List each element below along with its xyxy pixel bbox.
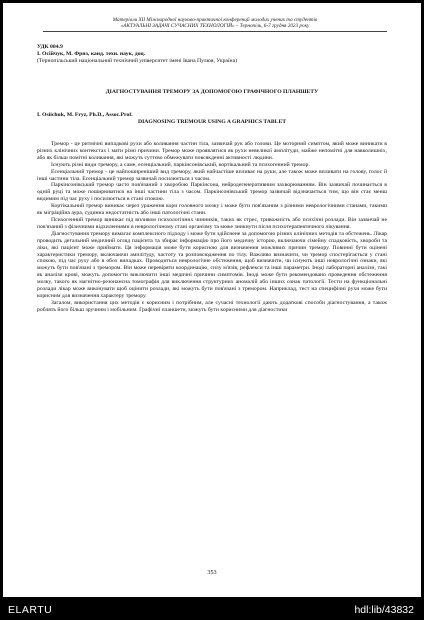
page-number: 353 [207,569,217,576]
header-line-2: «АКТУАЛЬНІ ЗАДАЧІ СУЧАСНИХ ТЕХНОЛОГІЙ» – Тернопіль, 6-7 грудня 2023 року [120,23,310,30]
handle-link[interactable]: hdl:lib/43832 [354,604,414,616]
body-paragraph: Есенціальний тремор - це найпоширеніший вид тремору, який найчастіше впливає на руки, але також може впливати на голову, голос й інші частини тіла. Есенціальний тремор зазвичай посилюється з часом. [37,168,387,182]
title-ua: ДІАГНОСТУВАННЯ ТРЕМОРУ ЗА ДОПОМОГОЮ ГРАФІЧНОГО ПЛАНШЕТУ [105,89,319,95]
header-rule [43,31,387,32]
body-paragraph: Діагностування тремору вимагає комплексного підходу і може бути здійснене за допомогою різних клінічних методів та обстежень. Лікар проводить детальний медичний огляд пацієнта та збирає інформацію про його медичну історію, включаючи сімейну спадковість, хвороби та ліки, які пацієнт може приймати. Ця інформація може бути корисною для визначення можливих причин тремору. Повинні бути оцінені характеристики тремору, включаючи амплітуду, частоту та розповсюдження по тілу. Важливо визначити, чи тремор спостерігається у стані спокою, під час руху або в обох випадках. Проводиться неврологічне обстеження, щоб визначити, чи існують інші неврологічні ознаки, які можуть бути пов'язані з тремором. Він може перевіряти координацію, силу м'язів, рефлекси та інші параметри. Іноді лабораторні аналізи, такі як аналізи крові, можуть допомогти виключити інші медичні причини симптомів. Іноді може бути рекомендовано проведення обстеження мозку, такого як магнітно-резонансна томографія для виключення структурних аномалій або інших ознак патології. Тести на функціональні розлади лікар може виконувати щоб оцінити розлади, які можуть бути пов'язані з тремором. Наприклад, тест на специфічні рухи може бути корисним для визначення характеру тремору. [37,230,387,299]
body-paragraph: Кортікальний тремор виникає через ураження кори головного мозку і може бути пов'язаним з різними неврологічними станами, такими як мігрáційна аура, судинна недостатність або інші патологічні стани. [37,203,387,217]
udk-code: УДК 004.9 [37,44,63,50]
body-paragraph: Психогенний тремор виникає під впливом психологічних чинників, таких як стрес, тривожність або психічні розлади. Він зазвичай не пов'язаний з фізичними відхиленнями в неврологічному стані організму та може зникнути після психотерапевтичного лікування. [37,216,387,230]
article-meta [37,44,387,65]
repository-label: ELARTU [8,604,53,616]
title-ua-block [37,89,387,96]
document-page [3,3,421,597]
body-paragraph: Паркінсонівський тремор часто пов'язаний з хворобою Паркінсона, нейродегенеративним захворюванням. Він зазвичай починається в одній руці та може поширюватися на інші частини тіла з часом. Паркінсонівський тремор зазвичай відзначається тим, що він стає менш видимим під час руху і посилюється в стані спокою. [37,182,387,203]
body-paragraph: Існують різні види тремору, а саме, есенціальний, паркінсонівський, кортікальний та психогенний тремор. [51,161,310,168]
body-paragraph: Тремор - це ритмічні випадкові рухи або коливання частин тіла, зазвичай рук або голови. Це моторний симптом, який може виникати в різних клінічних контекстах і мати різні причини. Тремор може проявлятися як рухи невеликої амплітуди, майже непомітні для навколишніх, або як більш помітні коливання, які можуть суттєво обмежувати повсякденні активності людини. [37,141,387,161]
header-line-1: Матеріали XII Міжнародної науково-практичної конференції молодих учених та студентів [112,17,318,23]
title-en-block [37,112,387,126]
body-paragraph: Загалом, використання цих методів є корисним і потрібним, але сучасні технології дають додаткові способи діагностування, а також роблять його більш зручним і мобільним. Графічні планшети, можуть бути корисними для діагностики [37,299,387,313]
article-body [37,141,387,314]
title-en: DIAGNOSING TREMOUR USING A GRAPHICS TABLET [137,118,287,125]
authors-ua: І. Осійчук, М. Фриз, канд. техн. наук, доц. [37,50,146,57]
affiliation-ua: (Тернопільський національний технічний університет імені Івана Пулюя, Україна) [37,57,237,64]
authors-en: I. Osiichuk, M. Fryz, Ph.D., Assoc.Prof. [37,112,133,118]
running-header [43,17,387,30]
footer-bar [0,597,424,620]
